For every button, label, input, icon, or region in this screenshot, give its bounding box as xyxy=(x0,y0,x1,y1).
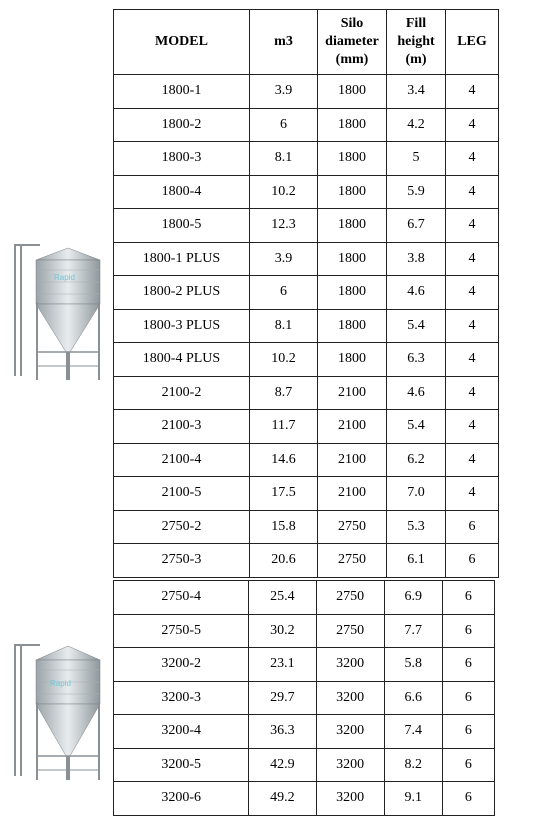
model-cell: 1800-2 xyxy=(114,108,250,142)
diameter-cell: 1800 xyxy=(318,108,387,142)
fill-height-cell: 7.4 xyxy=(384,715,442,749)
model-cell: 1800-3 PLUS xyxy=(114,309,250,343)
model-cell: 2100-5 xyxy=(114,477,250,511)
model-cell: 3200-6 xyxy=(114,782,249,816)
volume-cell: 8.7 xyxy=(250,376,318,410)
table-row xyxy=(114,443,499,477)
header-fill-height-line3: (m) xyxy=(405,52,427,67)
diameter-cell: 3200 xyxy=(316,782,384,816)
model-cell: 3200-3 xyxy=(114,681,249,715)
header-fill-height-line1: Fill xyxy=(405,16,427,31)
volume-cell: 29.7 xyxy=(249,681,316,715)
table-row xyxy=(114,108,499,142)
model-cell: 1800-2 PLUS xyxy=(114,276,250,310)
leg-cell: 4 xyxy=(446,343,499,377)
diameter-cell: 3200 xyxy=(316,681,384,715)
fill-height-cell: 7.7 xyxy=(384,614,442,648)
volume-cell: 25.4 xyxy=(249,581,316,615)
volume-cell: 20.6 xyxy=(250,544,318,578)
model-cell: 3200-4 xyxy=(114,715,249,749)
diameter-cell: 1800 xyxy=(318,209,387,243)
volume-cell: 10.2 xyxy=(250,175,318,209)
leg-cell: 4 xyxy=(446,209,499,243)
volume-cell: 15.8 xyxy=(250,510,318,544)
silo-logo-text: Rapid xyxy=(50,679,71,688)
table-row xyxy=(114,175,499,209)
model-cell: 3200-5 xyxy=(114,748,249,782)
diameter-cell: 1800 xyxy=(318,343,387,377)
model-cell: 1800-5 xyxy=(114,209,250,243)
silo-spec-table-1 xyxy=(113,9,499,578)
model-cell: 1800-4 PLUS xyxy=(114,343,250,377)
leg-cell: 6 xyxy=(442,581,494,615)
volume-cell: 14.6 xyxy=(250,443,318,477)
table-2-body xyxy=(114,581,495,816)
header-silo-diameter-line1: Silo xyxy=(340,16,364,31)
table-row xyxy=(114,782,495,816)
silo-image-small xyxy=(10,240,106,382)
fill-height-cell: 6.2 xyxy=(387,443,446,477)
fill-height-cell: 9.1 xyxy=(384,782,442,816)
volume-cell: 12.3 xyxy=(250,209,318,243)
header-silo-diameter-line2: diameter xyxy=(325,34,379,49)
diameter-cell: 2100 xyxy=(318,410,387,444)
volume-cell: 8.1 xyxy=(250,309,318,343)
volume-cell: 23.1 xyxy=(249,648,316,682)
leg-cell: 4 xyxy=(446,242,499,276)
leg-cell: 4 xyxy=(446,477,499,511)
header-silo-diameter xyxy=(318,10,387,75)
diameter-cell: 1800 xyxy=(318,309,387,343)
fill-height-cell: 5 xyxy=(387,142,446,176)
leg-cell: 4 xyxy=(446,276,499,310)
silo-logo-text: Rapid xyxy=(54,273,75,282)
volume-cell: 8.1 xyxy=(250,142,318,176)
leg-cell: 6 xyxy=(442,748,494,782)
table-row xyxy=(114,343,499,377)
table-row xyxy=(114,648,495,682)
silo-spec-table-2 xyxy=(113,580,495,816)
leg-cell: 4 xyxy=(446,108,499,142)
diameter-cell: 1800 xyxy=(318,242,387,276)
table-row xyxy=(114,581,495,615)
diameter-cell: 3200 xyxy=(316,715,384,749)
diameter-cell: 3200 xyxy=(316,748,384,782)
volume-cell: 3.9 xyxy=(250,242,318,276)
volume-cell: 30.2 xyxy=(249,614,316,648)
silo-image-large xyxy=(10,640,106,782)
fill-height-cell: 5.3 xyxy=(387,510,446,544)
model-cell: 2750-3 xyxy=(114,544,250,578)
table-row xyxy=(114,748,495,782)
model-cell: 2100-2 xyxy=(114,376,250,410)
fill-height-cell: 6.6 xyxy=(384,681,442,715)
model-cell: 1800-1 xyxy=(114,75,250,109)
leg-cell: 6 xyxy=(442,681,494,715)
table-1-body xyxy=(114,75,499,578)
model-cell: 2750-4 xyxy=(114,581,249,615)
table-row xyxy=(114,142,499,176)
table-row xyxy=(114,309,499,343)
fill-height-cell: 5.8 xyxy=(384,648,442,682)
header-silo-diameter-line3: (mm) xyxy=(335,52,369,67)
fill-height-cell: 5.4 xyxy=(387,309,446,343)
leg-cell: 4 xyxy=(446,75,499,109)
fill-height-cell: 3.4 xyxy=(387,75,446,109)
diameter-cell: 1800 xyxy=(318,75,387,109)
diameter-cell: 3200 xyxy=(316,648,384,682)
header-m3: m3 xyxy=(250,10,318,75)
model-cell: 3200-2 xyxy=(114,648,249,682)
diameter-cell: 2750 xyxy=(316,614,384,648)
model-cell: 2750-2 xyxy=(114,510,250,544)
header-leg: LEG xyxy=(446,10,499,75)
model-cell: 2750-5 xyxy=(114,614,249,648)
table-row xyxy=(114,376,499,410)
leg-cell: 6 xyxy=(446,510,499,544)
model-cell: 1800-1 PLUS xyxy=(114,242,250,276)
diameter-cell: 2100 xyxy=(318,477,387,511)
volume-cell: 6 xyxy=(250,276,318,310)
diameter-cell: 2100 xyxy=(318,443,387,477)
table-row xyxy=(114,614,495,648)
leg-cell: 4 xyxy=(446,376,499,410)
diameter-cell: 1800 xyxy=(318,175,387,209)
diameter-cell: 2100 xyxy=(318,376,387,410)
volume-cell: 36.3 xyxy=(249,715,316,749)
volume-cell: 6 xyxy=(250,108,318,142)
diameter-cell: 2750 xyxy=(318,510,387,544)
fill-height-cell: 6.7 xyxy=(387,209,446,243)
diameter-cell: 2750 xyxy=(316,581,384,615)
fill-height-cell: 5.4 xyxy=(387,410,446,444)
leg-cell: 4 xyxy=(446,443,499,477)
leg-cell: 6 xyxy=(442,648,494,682)
leg-cell: 6 xyxy=(442,782,494,816)
fill-height-cell: 6.1 xyxy=(387,544,446,578)
diameter-cell: 2750 xyxy=(318,544,387,578)
volume-cell: 10.2 xyxy=(250,343,318,377)
leg-cell: 4 xyxy=(446,142,499,176)
fill-height-cell: 4.6 xyxy=(387,376,446,410)
leg-cell: 4 xyxy=(446,309,499,343)
table-row xyxy=(114,681,495,715)
leg-cell: 4 xyxy=(446,175,499,209)
model-cell: 1800-3 xyxy=(114,142,250,176)
fill-height-cell: 4.6 xyxy=(387,276,446,310)
table-row xyxy=(114,209,499,243)
fill-height-cell: 7.0 xyxy=(387,477,446,511)
leg-cell: 6 xyxy=(446,544,499,578)
fill-height-cell: 3.8 xyxy=(387,242,446,276)
diameter-cell: 1800 xyxy=(318,276,387,310)
volume-cell: 42.9 xyxy=(249,748,316,782)
fill-height-cell: 5.9 xyxy=(387,175,446,209)
volume-cell: 49.2 xyxy=(249,782,316,816)
header-fill-height-line2: height xyxy=(397,34,435,49)
table-row xyxy=(114,242,499,276)
table-row xyxy=(114,276,499,310)
diameter-cell: 1800 xyxy=(318,142,387,176)
volume-cell: 17.5 xyxy=(250,477,318,511)
volume-cell: 11.7 xyxy=(250,410,318,444)
leg-cell: 6 xyxy=(442,614,494,648)
fill-height-cell: 6.3 xyxy=(387,343,446,377)
leg-cell: 6 xyxy=(442,715,494,749)
table-row xyxy=(114,715,495,749)
fill-height-cell: 4.2 xyxy=(387,108,446,142)
model-cell: 2100-3 xyxy=(114,410,250,444)
table-row xyxy=(114,544,499,578)
model-cell: 1800-4 xyxy=(114,175,250,209)
fill-height-cell: 6.9 xyxy=(384,581,442,615)
table-row xyxy=(114,410,499,444)
table-row xyxy=(114,477,499,511)
leg-cell: 4 xyxy=(446,410,499,444)
table-row xyxy=(114,75,499,109)
volume-cell: 3.9 xyxy=(250,75,318,109)
table-row xyxy=(114,510,499,544)
header-fill-height xyxy=(387,10,446,75)
model-cell: 2100-4 xyxy=(114,443,250,477)
table-header-row xyxy=(114,10,499,75)
fill-height-cell: 8.2 xyxy=(384,748,442,782)
header-model: MODEL xyxy=(114,10,250,75)
